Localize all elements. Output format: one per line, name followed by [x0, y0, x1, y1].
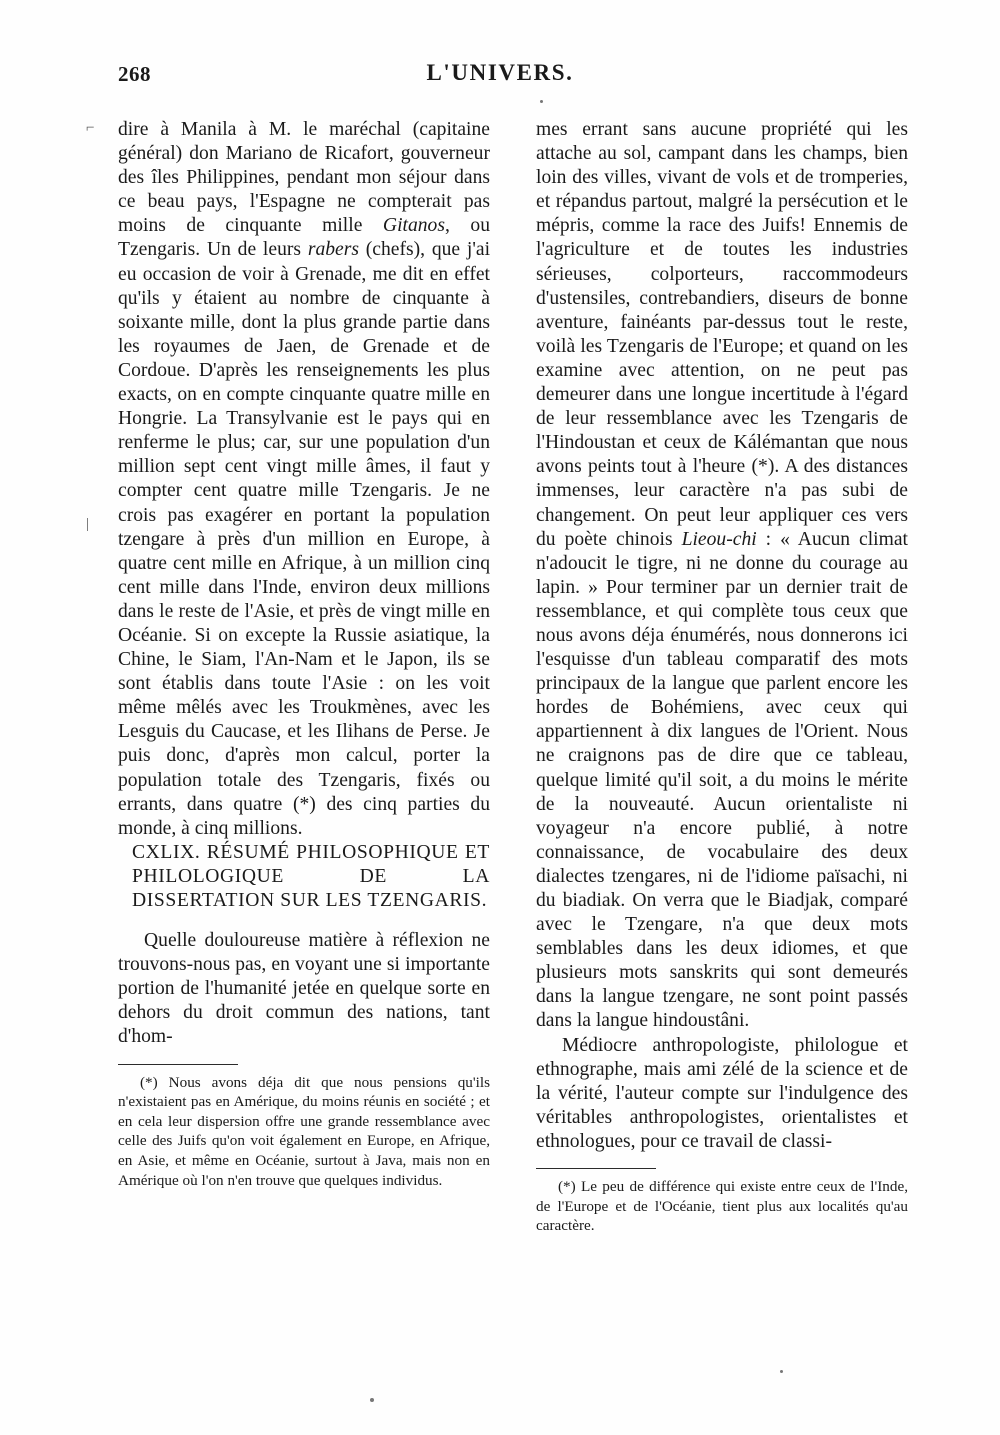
left-column	[118, 118, 490, 1190]
paragraph-right-2: Médiocre anthropologiste, philologue et ethnographe, mais ami zélé de la science et de la vérité, l'auteur compte sur l'indulgence des véritables anthropologistes, orientalistes et ethnologues, pour ce travail de classi-	[536, 1034, 908, 1152]
margin-mark-middle: |	[86, 516, 90, 532]
paper-speck-3	[540, 100, 543, 103]
paper-speck-2	[780, 1370, 783, 1373]
paragraph-left-2-tail: (chefs), que j'ai eu occasion de voir à Grenade, me dit en effet qu'ils y étaient au nombre de cinquante à soixante mille, dont la plus grande partie dans les royaumes de Jaen, de Grenade et de Cordoue. D'après les renseignements les plus exacts, on en compte cinquante quatre mille en Hongrie. La Transylvanie est le pays qui en renferme le plus; car, sur une population d'un million sept cent vingt mille âmes, il faut y compter cent quatre mille Tzengaris.	[118, 239, 491, 502]
paragraph-right-1-text: mes errant sans aucune propriété qui les attache au sol, campant dans les champs, bien loin des villes, vivant de vols et de tromperies, et répandus partout, malgré la persécution et le mépris, comme la race des Juifs! Ennemis de l'agriculture et de toutes les industries sérieuses, colporteurs, raccommodeurs d'ustensiles, contrebandiers, diseurs de bonne aventure, fainéants par-dessus tout le reste, voilà les Tzengaris de l'Europe; et quand on les examine avec attention, on ne peut pas demeurer dans une longue incertitude à l'égard de leur ressemblance avec les Tzengaris de l'Hindoustan et ceux de Kálémantan que nous avons peints tout à l'heure (*). A des distances immenses, leur caractère n'a pas subi de changement. On peut leur appliquer ces vers du poète chinois	[536, 119, 908, 550]
section-heading: CXLIX. RÉSUMÉ PHILOSOPHIQUE ET PHILOLOGIQUE DE LA DISSERTATION SUR LES TZENGARIS.	[132, 841, 490, 911]
page-number: 268	[118, 62, 151, 86]
footnote-divider-left	[118, 1064, 238, 1065]
paragraph-left-1	[118, 118, 490, 841]
margin-mark-top: ⌐	[86, 120, 95, 136]
footnote-divider-right	[536, 1168, 656, 1169]
italic-rabers: rabers	[307, 239, 359, 261]
paragraph-left-closing: Quelle douloureuse matière à réflexion ne trouvons-nous pas, en voyant une si importante portion de l'humanité jetée en quelque sorte en dehors du droit commun des nations, tant d'hom-	[118, 930, 490, 1048]
paragraph-right-1-tail: : « Aucun climat n'adoucit le tigre, ni ne donne du courage au lapin. » Pour terminer par un dernier trait de ressemblance, et qui complète tous ceux que nous avons déja énumérés, nous donnerons ici l'esquisse d'un tableau comparatif des mots principaux de la langue que parlent encore les hordes de Bohémiens, avec ceux qui appartiennent à dix langues de l'Orient. Nous ne craignons pas de dire que ce tableau, quelque limité qu'il soit, a du moins le mérite de la nouveauté. Aucun orientaliste ni voyageur n'a encore publié, à notre connaissance, de vocabulaire des deux dialectes tzengares, ni de l'idiome païsachi, ni du biadiak. On verra que le Biadjak, comparé avec le Tzengare, n'a que deux mots semblables dans les deux idiomes, et que plusieurs mots sanskrits qui sont demeurés dans la langue tzengare, ne sont point passés dans la langue hindoustâni.	[536, 528, 908, 1032]
paragraph-left-1-tail: , ou Tzengaris.	[118, 215, 490, 261]
footnote-left: (*) Nous avons déja dit que nous pensions qu'ils n'existaient pas en Amérique, du moins réunis en société ; et en cela leur dispersion offre une grande ressemblance avec celle des Juifs qu'on voit également en Europe, en Afrique, en Asie, et même en Océanie, surtout à Java, mais non en Amérique où l'on n'en trouve que quelques individus.	[118, 1073, 490, 1189]
footnote-right: (*) Le peu de différence qui existe entre ceux de l'Inde, de l'Europe et de l'Océanie, tient plus aux localités qu'au caractère.	[536, 1178, 908, 1235]
running-title: L'UNIVERS.	[426, 60, 574, 85]
paragraph-left-3: Je ne crois pas exagérer en portant la population tzengare à près d'un million en Europe, à quatre cent mille en Afrique, à un million cinq cent mille dans l'Inde, environ deux millions dans le reste de l'Asie, et près de vingt mille en Océanie. Si on excepte la Russie asiatique, la Chine, le Siam, l'An-Nam et le Japon, ils se sont établis dans toute l'Asie : on les voit même mêlés avec les Troukmènes, avec les Lesguis du Caucase, et les Ilihans de Perse. Je puis donc, d'après mon calcul, porter la population totale des Tzengaris, fixés ou errants, dans quatre (*) des cinq parties du monde, à cinq millions.	[118, 480, 490, 839]
italic-lieou-chi: Lieou-chi	[681, 528, 757, 550]
right-column	[536, 118, 908, 1236]
paragraph-right-1	[536, 118, 908, 1034]
paper-speck-1	[370, 1398, 374, 1402]
paragraph-left-1-text: dire à Manila à M. le maréchal (capitaine général) don Mariano de Ricafort, gouverneur des îles Philippines, pendant mon séjour dans ce beau pays, l'Espagne ne compterait pas moins de cinquante mille	[118, 119, 490, 237]
paragraph-left-2-lead: Un de leurs	[206, 239, 308, 261]
page-header	[0, 62, 1000, 96]
italic-gitanos: Gitanos	[382, 215, 445, 237]
